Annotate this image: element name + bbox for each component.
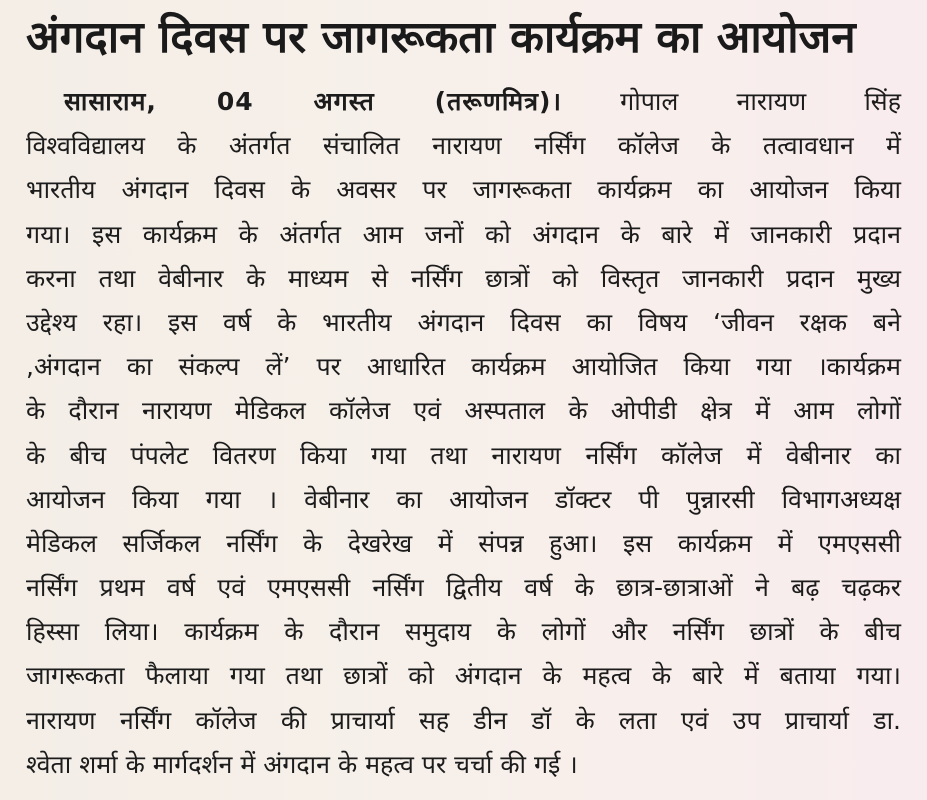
article-line: नर्सिंग प्रथम वर्ष एवं एमएससी नर्सिंग द्वितीय वर्ष के छात्र-छात्राओं ने बढ़ चढ़कर [26, 573, 901, 603]
article-line-last: श्वेता शर्मा के मार्गदर्शन में अंगदान के महत्व पर चर्चा की गई । [26, 749, 578, 779]
article-line-text: गोपाल नारायण सिंह [620, 87, 901, 116]
article-line: विश्वविद्यालय के अंतर्गत संचालित नारायण नर्सिंग कॉलेज के तत्वावधान में [26, 131, 901, 161]
article-line: करना तथा वेबीनार के माध्यम से नर्सिंग छात्रों को विस्तृत जानकारी प्रदान मुख्य [26, 263, 901, 293]
article-line: जागरूकता फैलाया गया तथा छात्रों को अंगदान के महत्व के बारे में बताया गया। [26, 661, 901, 691]
article-headline: अंगदान दिवस पर जागरूकता कार्यक्रम का आयोजन [26, 12, 856, 63]
article-line: के बीच पंपलेट वितरण किया गया तथा नारायण नर्सिंग कॉलेज में वेबीनार का [26, 440, 901, 470]
article-body [26, 80, 901, 787]
article-line [26, 80, 901, 124]
article-line: भारतीय अंगदान दिवस के अवसर पर जागरूकता कार्यक्रम का आयोजन किया [26, 175, 901, 205]
article-line: मेडिकल सर्जिकल नर्सिंग के देखरेख में संपन्न हुआ। इस कार्यक्रम में एमएससी [26, 528, 901, 558]
article-line: गया। इस कार्यक्रम के अंतर्गत आम जनों को अंगदान के बारे में जानकारी प्रदान [26, 219, 901, 249]
article-dateline: सासाराम, 04 अगस्त (तरूणमित्र)। [64, 87, 562, 116]
article-line: ,अंगदान का संकल्प लें’ पर आधारित कार्यक्रम आयोजित किया गया ।कार्यक्रम [26, 352, 901, 382]
article-line: उद्देश्य रहा। इस वर्ष के भारतीय अंगदान दिवस का विषय ‘जीवन रक्षक बने [26, 307, 901, 337]
article-line: आयोजन किया गया । वेबीनार का आयोजन डॉक्टर पी पुन्नारसी विभागअध्यक्ष [26, 484, 901, 514]
article-line: हिस्सा लिया। कार्यक्रम के दौरान समुदाय के लोगों और नर्सिंग छात्रों के बीच [26, 617, 901, 647]
article-line: नारायण नर्सिंग कॉलेज की प्राचार्या सह डीन डॉ के लता एवं उप प्राचार्या डा. [26, 705, 901, 735]
article-line: के दौरान नारायण मेडिकल कॉलेज एवं अस्पताल के ओपीडी क्षेत्र में आम लोगों [26, 396, 901, 426]
